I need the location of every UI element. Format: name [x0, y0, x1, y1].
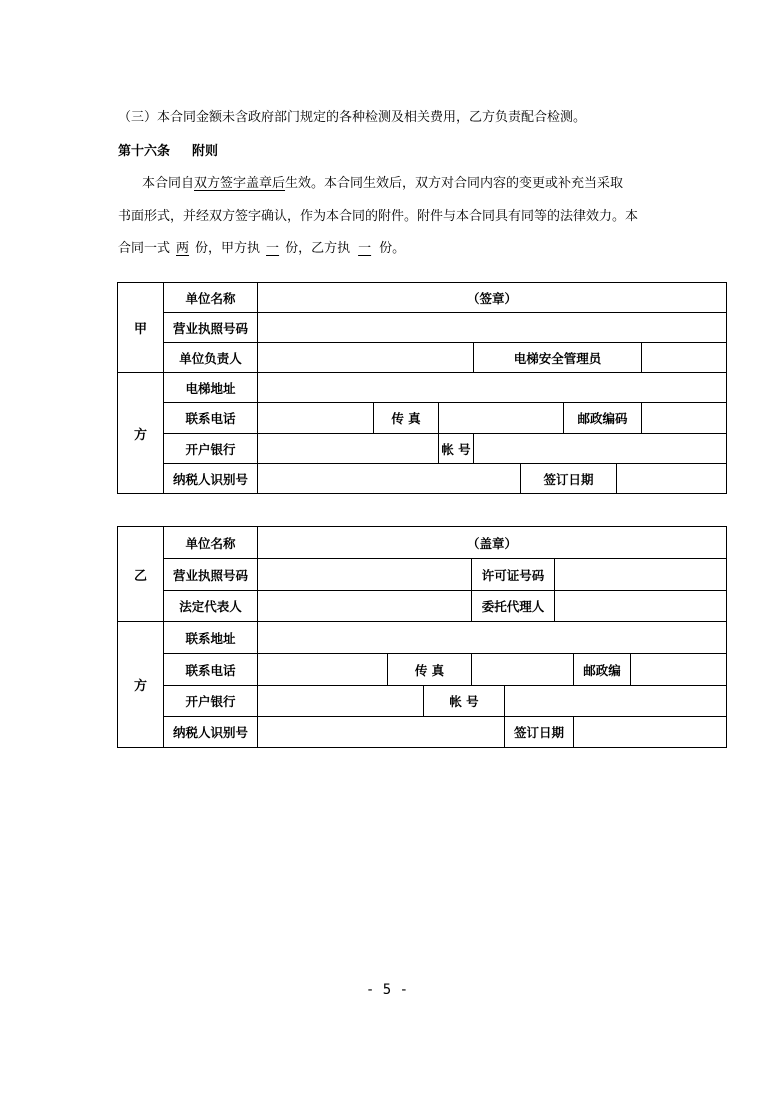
party-a-unit-name-label: 单位名称 [164, 283, 258, 313]
party-a-license-field[interactable] [258, 313, 727, 343]
party-a-taxpayer-field[interactable] [258, 464, 521, 494]
party-b-license-label: 营业执照号码 [164, 559, 258, 591]
copies-party-a-blank: 一 [266, 241, 280, 256]
party-b-taxpayer-label: 纳税人识别号 [164, 717, 258, 748]
article-number: 第十六条 [118, 144, 171, 159]
party-a-phone-label: 联系电话 [164, 403, 258, 434]
party-a-elevator-address-label: 电梯地址 [164, 373, 258, 403]
party-a-postcode-field[interactable] [642, 403, 727, 434]
party-a-postcode-label: 邮政编码 [564, 403, 642, 434]
party-a-seal-field[interactable]: （签章） [258, 283, 727, 313]
page-number: - 5 - [365, 982, 409, 998]
party-a-table [117, 282, 727, 494]
party-b-unit-name-label: 单位名称 [164, 527, 258, 559]
clause-item-3: （三）本合同金额未含政府部门规定的各种检测及相关费用，乙方负责配合检测。 [118, 110, 587, 125]
party-a-sign-date-field[interactable] [617, 464, 727, 494]
party-a-bank-label: 开户银行 [164, 434, 258, 464]
party-b-license-field[interactable] [258, 559, 472, 591]
party-b-agent-field[interactable] [555, 591, 727, 622]
party-a-side-label-bottom: 方 [118, 373, 164, 494]
party-b-seal-field[interactable]: （盖章） [258, 527, 727, 559]
party-a-responsible-field[interactable] [258, 343, 474, 373]
article-title: 附则 [192, 144, 219, 159]
copies-party-b-blank: 一 [358, 241, 372, 256]
paragraph-line-2: 书面形式，并经双方签字确认，作为本合同的附件。附件与本合同具有同等的法律效力。本 [118, 209, 639, 224]
party-a-fax-label: 传 真 [374, 403, 439, 434]
paragraph-line-3: 合同一式 两 份，甲方执 一 份，乙方执 一 份。 [118, 241, 406, 256]
party-a-responsible-label: 单位负责人 [164, 343, 258, 373]
party-a-fax-field[interactable] [439, 403, 564, 434]
party-b-side-label-bottom: 方 [118, 622, 164, 748]
party-a-bank-field[interactable] [258, 434, 439, 464]
party-a-phone-field[interactable] [258, 403, 374, 434]
party-a-license-label: 营业执照号码 [164, 313, 258, 343]
paragraph-line-1: 本合同自双方签字盖章后生效。本合同生效后，双方对合同内容的变更或补充当采取 [142, 176, 624, 191]
party-b-fax-field[interactable] [472, 654, 574, 686]
party-a-elevator-manager-field[interactable] [642, 343, 727, 373]
party-b-permit-label: 许可证号码 [472, 559, 555, 591]
party-b-postcode-field[interactable] [631, 654, 727, 686]
party-a-elevator-address-field[interactable] [258, 373, 727, 403]
party-a-account-label: 帐 号 [439, 434, 474, 464]
party-b-agent-label: 委托代理人 [472, 591, 555, 622]
party-a-taxpayer-label: 纳税人识别号 [164, 464, 258, 494]
effective-condition-blank: 双方签字盖章后 [194, 176, 286, 191]
party-b-address-field[interactable] [258, 622, 727, 654]
party-b-side-label-top: 乙 [118, 527, 164, 622]
party-b-fax-label: 传 真 [388, 654, 472, 686]
party-b-permit-field[interactable] [555, 559, 727, 591]
party-b-address-label: 联系地址 [164, 622, 258, 654]
party-a-elevator-manager-label: 电梯安全管理员 [474, 343, 642, 373]
party-b-legal-rep-field[interactable] [258, 591, 472, 622]
party-b-phone-field[interactable] [258, 654, 388, 686]
party-a-sign-date-label: 签订日期 [521, 464, 617, 494]
party-b-taxpayer-field[interactable] [258, 717, 505, 748]
party-b-bank-label: 开户银行 [164, 686, 258, 717]
copies-total-blank: 两 [176, 241, 190, 256]
party-b-legal-rep-label: 法定代表人 [164, 591, 258, 622]
party-b-sign-date-field[interactable] [574, 717, 727, 748]
party-b-account-label: 帐 号 [424, 686, 505, 717]
party-b-sign-date-label: 签订日期 [505, 717, 574, 748]
party-b-table [117, 526, 727, 748]
party-a-side-label-top: 甲 [118, 283, 164, 373]
party-b-postcode-label: 邮政编 [574, 654, 631, 686]
party-b-bank-field[interactable] [258, 686, 424, 717]
party-b-phone-label: 联系电话 [164, 654, 258, 686]
party-a-account-field[interactable] [474, 434, 727, 464]
article-heading [118, 140, 218, 159]
party-b-account-field[interactable] [505, 686, 727, 717]
